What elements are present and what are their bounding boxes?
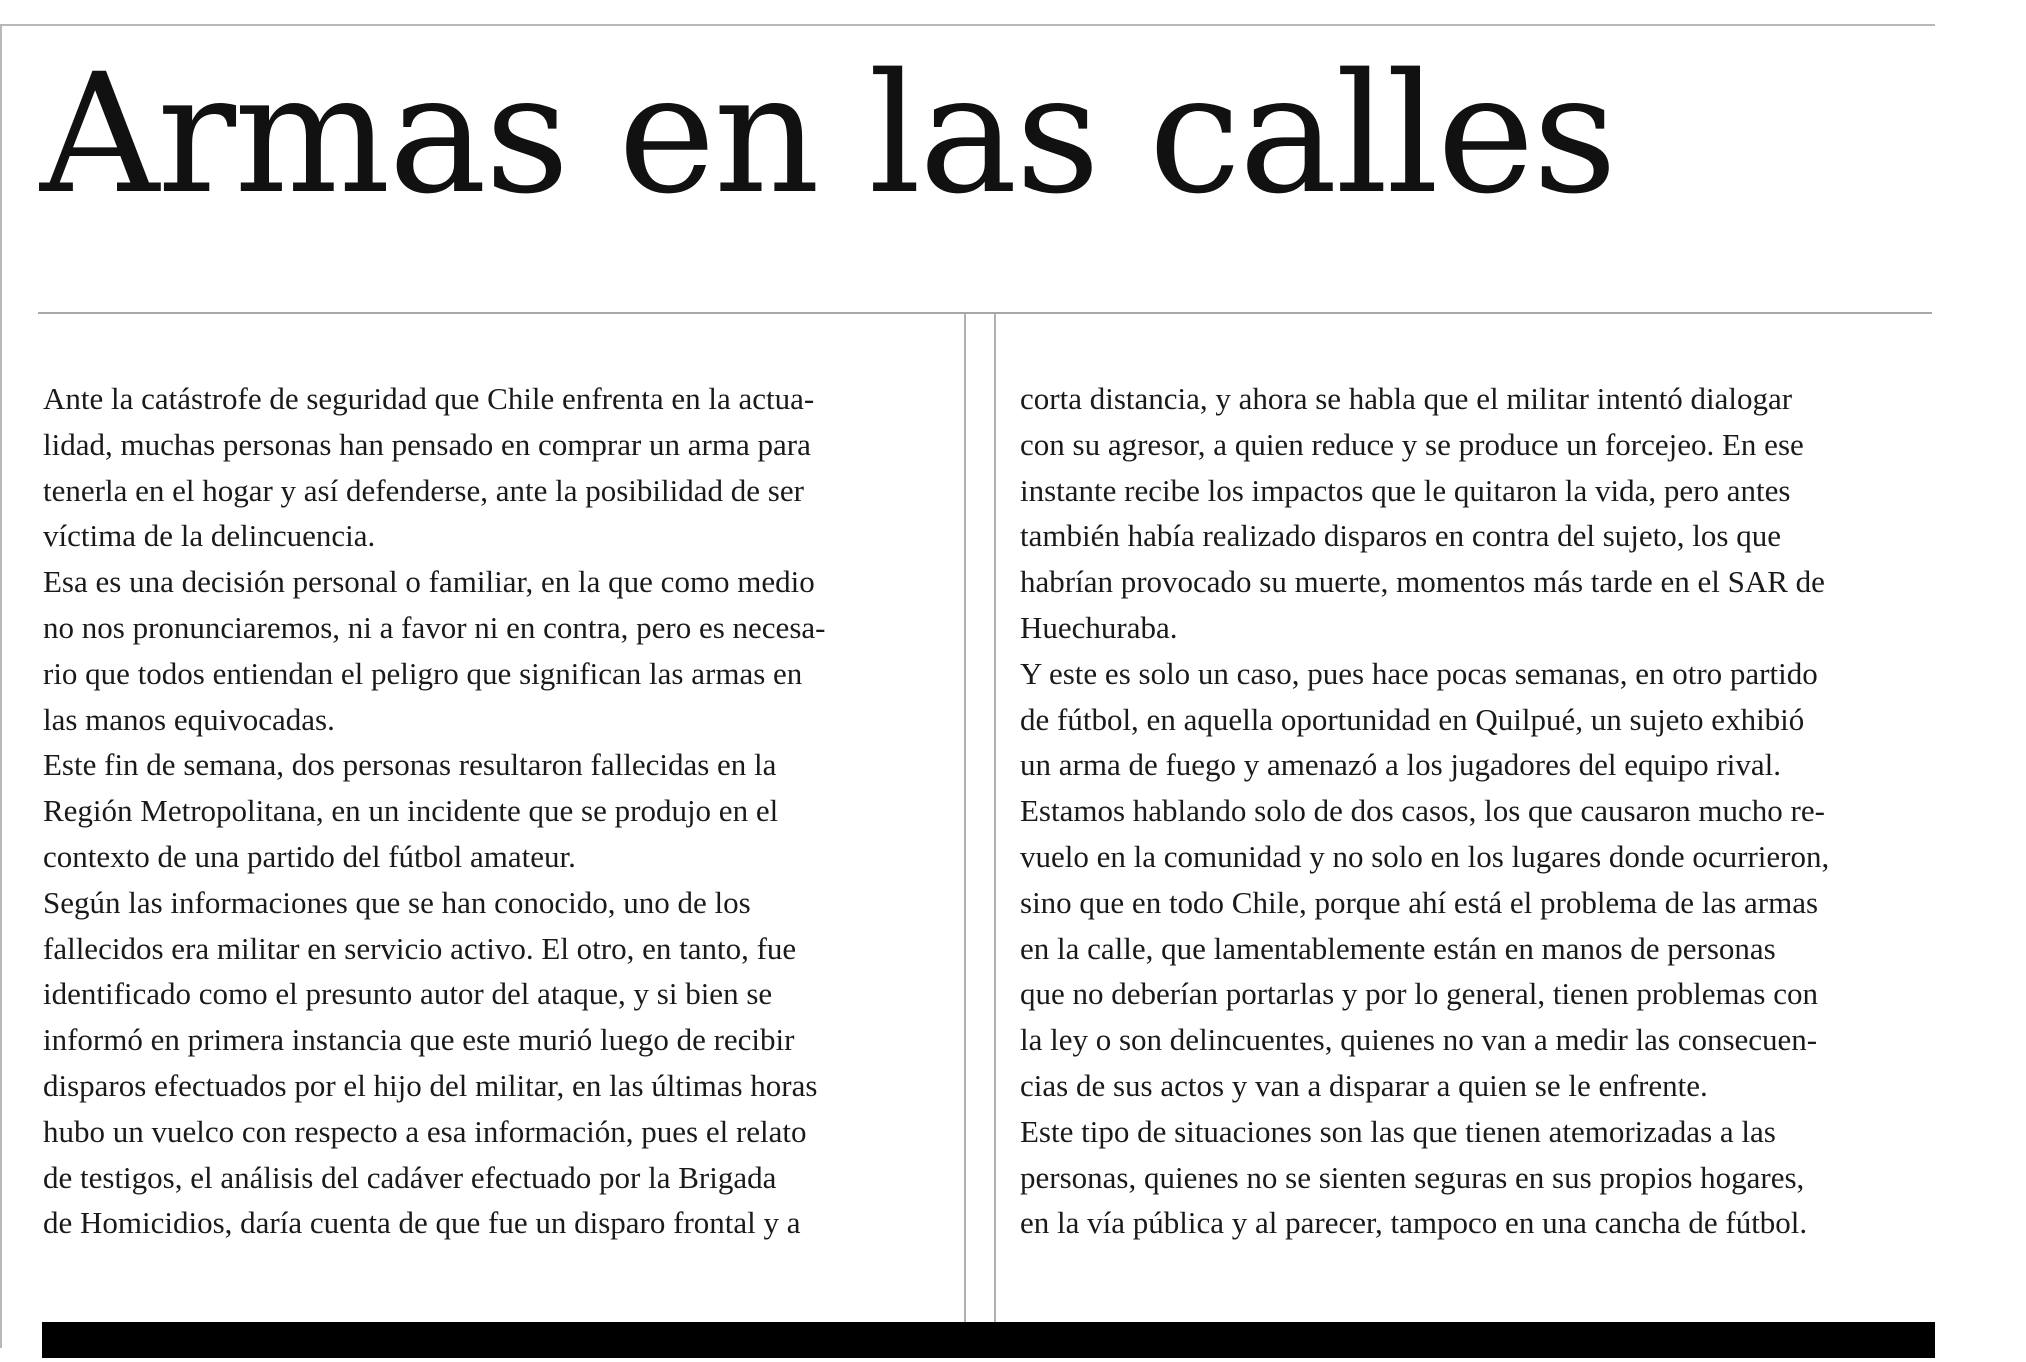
text-line: instante recibe los impactos que le quitaron la vida, pero antes xyxy=(1020,472,1791,508)
article-column-left xyxy=(43,376,953,1246)
top-rule xyxy=(0,24,1935,26)
text-line: Este fin de semana, dos personas resultaron fallecidas en la xyxy=(43,747,777,783)
text-line: tenerla en el hogar y así defenderse, ante la posibilidad de ser xyxy=(43,472,804,508)
text-line: no nos pronunciaremos, ni a favor ni en contra, pero es necesa- xyxy=(43,609,826,645)
page-left-border xyxy=(0,26,2,1348)
text-line: en la vía pública y al parecer, tampoco en una cancha de fútbol. xyxy=(1020,1205,1808,1241)
text-line: de testigos, el análisis del cadáver efectuado por la Brigada xyxy=(43,1159,777,1195)
headline-divider xyxy=(38,312,1932,314)
text-line: de fútbol, en aquella oportunidad en Quilpué, un sujeto exhibió xyxy=(1020,701,1805,737)
text-line: la ley o son delincuentes, quienes no van a medir las consecuen- xyxy=(1020,1022,1818,1058)
text-line: rio que todos entiendan el peligro que significan las armas en xyxy=(43,655,803,691)
text-line: Huechuraba. xyxy=(1020,609,1178,645)
text-line: que no deberían portarlas y por lo general, tienen problemas con xyxy=(1020,976,1818,1012)
text-line: vuelo en la comunidad y no solo en los lugares donde ocurrieron, xyxy=(1020,838,1830,874)
text-line: hubo un vuelco con respecto a esa información, pues el relato xyxy=(43,1113,807,1149)
text-line: habrían provocado su muerte, momentos más tarde en el SAR de xyxy=(1020,564,1825,600)
text-line: Esa es una decisión personal o familiar, en la que como medio xyxy=(43,564,815,600)
text-line: las manos equivocadas. xyxy=(43,701,335,737)
text-line: corta distancia, y ahora se habla que el militar intentó dialogar xyxy=(1020,381,1793,416)
text-line: Según las informaciones que se han conocido, uno de los xyxy=(43,884,751,920)
text-line: un arma de fuego y amenazó a los jugadores del equipo rival. xyxy=(1020,747,1781,783)
column-divider-left xyxy=(964,314,966,1322)
text-line: Estamos hablando solo de dos casos, los que causaron mucho re- xyxy=(1020,793,1825,829)
text-line: disparos efectuados por el hijo del militar, en las últimas horas xyxy=(43,1067,818,1103)
column-divider-right xyxy=(994,314,996,1322)
text-line: cias de sus actos y van a disparar a quien se le enfrente. xyxy=(1020,1067,1708,1103)
article-column-right xyxy=(1020,376,1935,1246)
text-line: en la calle, que lamentablemente están en manos de personas xyxy=(1020,930,1776,966)
text-line: informó en primera instancia que este murió luego de recibir xyxy=(43,1022,795,1058)
text-line: con su agresor, a quien reduce y se produce un forcejeo. En ese xyxy=(1020,426,1804,462)
text-line: también había realizado disparos en contra del sujeto, los que xyxy=(1020,518,1781,554)
bottom-black-bar xyxy=(42,1322,1935,1358)
text-line: contexto de una partido del fútbol amateur. xyxy=(43,838,576,874)
text-line: sino que en todo Chile, porque ahí está el problema de las armas xyxy=(1020,884,1819,920)
text-line: Este tipo de situaciones son las que tienen atemorizadas a las xyxy=(1020,1113,1776,1149)
text-line: identificado como el presunto autor del ataque, y si bien se xyxy=(43,976,773,1012)
text-line: personas, quienes no se sienten seguras en sus propios hogares, xyxy=(1020,1159,1805,1195)
text-line: Región Metropolitana, en un incidente que se produjo en el xyxy=(43,793,779,829)
headline: Armas en las calles xyxy=(40,38,1616,230)
text-line: víctima de la delincuencia. xyxy=(43,518,376,554)
text-line: de Homicidios, daría cuenta de que fue un disparo frontal y a xyxy=(43,1205,801,1241)
text-line: Y este es solo un caso, pues hace pocas semanas, en otro partido xyxy=(1020,655,1818,691)
text-line: fallecidos era militar en servicio activo. El otro, en tanto, fue xyxy=(43,930,797,966)
text-line: lidad, muchas personas han pensado en comprar un arma para xyxy=(43,426,811,462)
text-line: Ante la catástrofe de seguridad que Chile enfrenta en la actua- xyxy=(43,381,815,416)
